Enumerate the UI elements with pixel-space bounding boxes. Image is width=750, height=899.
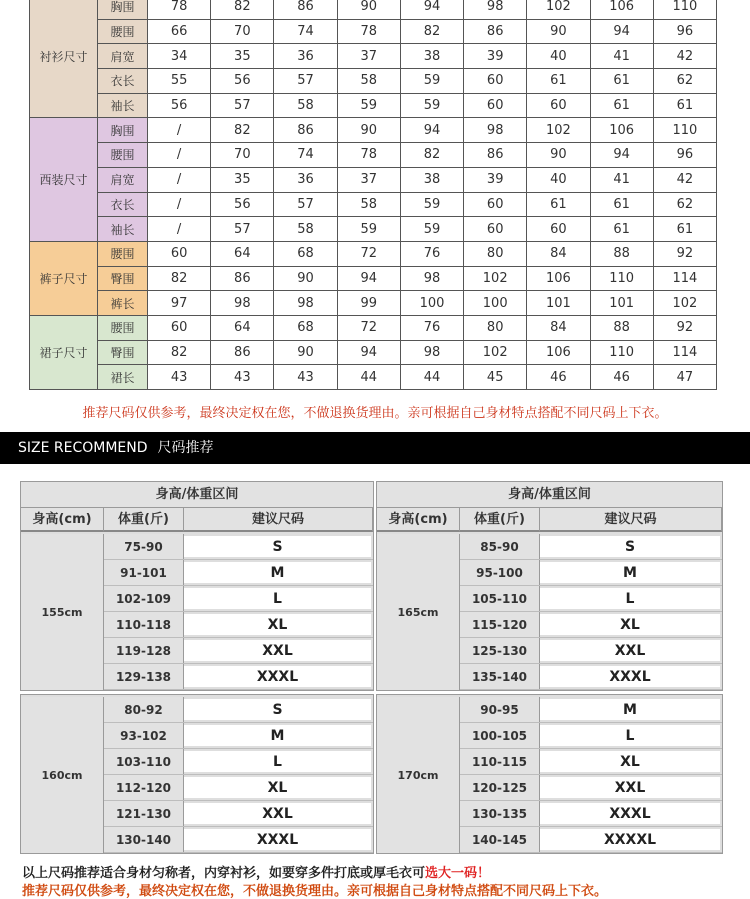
weight-range: 91-101: [104, 560, 184, 585]
size-row: [30, 167, 717, 192]
size-value-cell: 106: [527, 340, 590, 365]
size-value-cell: 80: [464, 241, 527, 266]
height-col-header: 身高(cm): [377, 508, 460, 532]
size-value-cell: 44: [337, 365, 400, 390]
size-value-cell: 61: [527, 192, 590, 217]
recommend-row: [460, 723, 722, 749]
recommended-size: L: [184, 751, 371, 772]
recommend-row: [460, 775, 722, 801]
size-value-cell: 82: [211, 118, 274, 143]
weight-range: 112-120: [104, 775, 184, 800]
height-value: 165cm: [377, 534, 460, 690]
measure-label: 肩宽: [98, 167, 148, 192]
size-value-cell: /: [148, 143, 211, 168]
weight-range: 110-118: [104, 612, 184, 637]
size-value-cell: 35: [211, 167, 274, 192]
size-value-cell: 61: [590, 93, 653, 118]
recommend-row: [460, 560, 722, 586]
size-value-cell: 60: [148, 315, 211, 340]
recommend-row: [460, 612, 722, 638]
size-recommend-table: [20, 481, 374, 691]
height-value: 160cm: [21, 697, 104, 853]
size-value-cell: 57: [211, 217, 274, 242]
recommend-row: [104, 723, 373, 749]
recommended-size: S: [184, 699, 371, 720]
recommended-size: L: [540, 725, 720, 746]
weight-range: 110-115: [460, 749, 540, 774]
measure-label: 腰围: [98, 241, 148, 266]
recommended-size: S: [184, 536, 371, 557]
recommended-size: XXL: [540, 640, 720, 661]
size-row: [30, 0, 717, 19]
size-value-cell: 94: [590, 143, 653, 168]
size-value-cell: 41: [590, 44, 653, 69]
size-value-cell: 102: [464, 266, 527, 291]
size-value-cell: 70: [211, 143, 274, 168]
measure-label: 胸围: [98, 118, 148, 143]
section-title-en: SIZE RECOMMEND: [18, 440, 148, 456]
weight-range: 103-110: [104, 749, 184, 774]
size-value-cell: 101: [527, 291, 590, 316]
size-row: [30, 44, 717, 69]
size-value-cell: 61: [590, 192, 653, 217]
size-value-cell: 90: [274, 340, 337, 365]
size-disclaimer: 推荐尺码仅供参考，最终决定权在您，不做退换货理由。亲可根据自己身材特点搭配不同尺码上下衣。: [82, 406, 668, 421]
weight-range: 75-90: [104, 534, 184, 559]
size-value-cell: 56: [211, 192, 274, 217]
size-value-cell: 42: [653, 44, 716, 69]
recommend-row: [104, 801, 373, 827]
weight-range: 90-95: [460, 697, 540, 722]
recommended-size: XXXL: [540, 803, 720, 824]
size-col-header: 建议尺码: [184, 508, 373, 532]
size-value-cell: 46: [590, 365, 653, 390]
size-value-cell: 101: [590, 291, 653, 316]
size-value-cell: 106: [590, 0, 653, 19]
fit-note-text: 以上尺码推荐适合身材匀称者，内穿衬衫，如要穿多件打底或厚毛衣可: [22, 866, 426, 881]
size-value-cell: 61: [527, 69, 590, 94]
size-value-cell: 34: [148, 44, 211, 69]
size-value-cell: 76: [400, 241, 463, 266]
recommended-size: XXXL: [184, 829, 371, 850]
size-value-cell: 38: [400, 44, 463, 69]
weight-range: 85-90: [460, 534, 540, 559]
size-value-cell: 96: [653, 143, 716, 168]
measure-label: 裤长: [98, 291, 148, 316]
weight-range: 140-145: [460, 827, 540, 852]
recommended-size: S: [540, 536, 720, 557]
size-value-cell: 110: [653, 118, 716, 143]
recommended-size: XL: [184, 614, 371, 635]
size-row: [30, 217, 717, 242]
size-value-cell: 82: [400, 143, 463, 168]
size-value-cell: 102: [527, 0, 590, 19]
measure-label: 胸围: [98, 0, 148, 19]
recommended-size: XXXL: [184, 666, 371, 687]
size-col-header: 建议尺码: [540, 508, 722, 532]
size-recommend-table: [20, 694, 374, 854]
size-value-cell: 68: [274, 315, 337, 340]
size-value-cell: 39: [464, 167, 527, 192]
size-value-cell: 106: [590, 118, 653, 143]
size-value-cell: 106: [527, 266, 590, 291]
size-value-cell: 59: [337, 93, 400, 118]
size-value-cell: 96: [653, 19, 716, 44]
size-value-cell: 57: [274, 192, 337, 217]
height-value: 155cm: [21, 534, 104, 690]
size-value-cell: /: [148, 192, 211, 217]
category-label: 裤子尺寸: [30, 241, 98, 315]
recommended-size: XXL: [540, 777, 720, 798]
weight-range: 121-130: [104, 801, 184, 826]
size-row: [30, 118, 717, 143]
size-value-cell: 90: [274, 266, 337, 291]
size-value-cell: 60: [464, 192, 527, 217]
recommended-size: L: [184, 588, 371, 609]
size-value-cell: 60: [527, 217, 590, 242]
size-value-cell: 88: [590, 315, 653, 340]
category-label: 裙子尺寸: [30, 315, 98, 389]
size-value-cell: 58: [337, 192, 400, 217]
measure-label: 衣长: [98, 192, 148, 217]
size-value-cell: 61: [590, 69, 653, 94]
size-value-cell: 110: [590, 340, 653, 365]
size-row: [30, 19, 717, 44]
size-value-cell: 74: [274, 19, 337, 44]
weight-range: 105-110: [460, 586, 540, 611]
recommend-row: [104, 775, 373, 801]
size-value-cell: 80: [464, 315, 527, 340]
size-value-cell: 97: [148, 291, 211, 316]
size-value-cell: 55: [148, 69, 211, 94]
size-value-cell: 64: [211, 241, 274, 266]
size-value-cell: 98: [274, 291, 337, 316]
size-row: [30, 291, 717, 316]
bottom-disclaimer: 推荐尺码仅供参考，最终决定权在您，不做退换货理由。亲可根据自己身材特点搭配不同尺码上下衣。: [22, 884, 608, 899]
recommended-size: XXXL: [540, 666, 720, 687]
size-value-cell: 43: [274, 365, 337, 390]
weight-range: 102-109: [104, 586, 184, 611]
size-value-cell: 43: [211, 365, 274, 390]
measure-label: 腰围: [98, 19, 148, 44]
size-value-cell: 58: [274, 217, 337, 242]
weight-range: 93-102: [104, 723, 184, 748]
recommended-size: M: [540, 562, 720, 583]
size-value-cell: 86: [274, 118, 337, 143]
size-value-cell: 68: [274, 241, 337, 266]
size-value-cell: 56: [148, 93, 211, 118]
size-row: [30, 241, 717, 266]
size-value-cell: 45: [464, 365, 527, 390]
category-label: 西装尺寸: [30, 118, 98, 241]
size-value-cell: 86: [464, 143, 527, 168]
measure-label: 腰围: [98, 315, 148, 340]
recommended-size: M: [184, 562, 371, 583]
recommend-row: [104, 560, 373, 586]
size-value-cell: 98: [400, 266, 463, 291]
recommended-size: L: [540, 588, 720, 609]
size-value-cell: 82: [211, 0, 274, 19]
size-recommend-table: [376, 481, 723, 691]
size-value-cell: 57: [274, 69, 337, 94]
recommended-size: XXL: [184, 803, 371, 824]
size-value-cell: 47: [653, 365, 716, 390]
size-value-cell: 98: [464, 118, 527, 143]
recommend-row: [460, 697, 722, 723]
size-value-cell: 38: [400, 167, 463, 192]
measure-label: 臀围: [98, 340, 148, 365]
recommended-size: XL: [184, 777, 371, 798]
weight-range: 115-120: [460, 612, 540, 637]
weight-col-header: 体重(斤): [104, 508, 184, 532]
weight-range: 100-105: [460, 723, 540, 748]
size-row: [30, 192, 717, 217]
recommended-size: XL: [540, 614, 720, 635]
height-value: 170cm: [377, 697, 460, 853]
size-value-cell: 39: [464, 44, 527, 69]
size-chart-table: [29, 0, 717, 390]
fit-note: [22, 862, 490, 881]
recommended-size: XXXXL: [540, 829, 720, 850]
size-value-cell: /: [148, 167, 211, 192]
size-value-cell: 41: [590, 167, 653, 192]
recommend-row: [460, 827, 722, 853]
size-value-cell: 114: [653, 340, 716, 365]
measure-label: 袖长: [98, 217, 148, 242]
size-value-cell: 57: [211, 93, 274, 118]
size-value-cell: 78: [337, 19, 400, 44]
recommend-row: [460, 801, 722, 827]
recommend-row: [104, 612, 373, 638]
size-value-cell: 90: [527, 19, 590, 44]
size-value-cell: 62: [653, 192, 716, 217]
size-value-cell: 102: [653, 291, 716, 316]
recommend-row: [104, 749, 373, 775]
weight-range: 130-135: [460, 801, 540, 826]
size-value-cell: 92: [653, 241, 716, 266]
size-value-cell: 60: [464, 69, 527, 94]
recommended-size: M: [184, 725, 371, 746]
size-value-cell: 74: [274, 143, 337, 168]
size-value-cell: 90: [337, 118, 400, 143]
size-row: [30, 69, 717, 94]
size-value-cell: 60: [527, 93, 590, 118]
recommended-size: XL: [540, 751, 720, 772]
recommend-row: [460, 664, 722, 690]
size-value-cell: 40: [527, 44, 590, 69]
size-value-cell: /: [148, 217, 211, 242]
size-value-cell: 60: [148, 241, 211, 266]
size-row: [30, 365, 717, 390]
size-value-cell: 90: [527, 143, 590, 168]
size-value-cell: 36: [274, 44, 337, 69]
size-value-cell: 72: [337, 241, 400, 266]
size-recommend-table: [376, 694, 723, 854]
category-label: 衬衫尺寸: [30, 0, 98, 118]
size-value-cell: 99: [337, 291, 400, 316]
size-value-cell: 84: [527, 241, 590, 266]
recommended-size: M: [540, 699, 720, 720]
size-value-cell: 46: [527, 365, 590, 390]
size-value-cell: 86: [464, 19, 527, 44]
recommend-row: [104, 697, 373, 723]
recommend-row: [460, 586, 722, 612]
weight-range: 120-125: [460, 775, 540, 800]
size-value-cell: 78: [148, 0, 211, 19]
size-value-cell: 70: [211, 19, 274, 44]
size-value-cell: 86: [211, 340, 274, 365]
size-row: [30, 315, 717, 340]
size-value-cell: 102: [464, 340, 527, 365]
size-value-cell: 76: [400, 315, 463, 340]
range-header: 身高/体重区间: [21, 482, 373, 508]
section-title-zh: 尺码推荐: [157, 440, 214, 456]
size-value-cell: 59: [400, 217, 463, 242]
size-value-cell: 92: [653, 315, 716, 340]
size-value-cell: 94: [400, 118, 463, 143]
size-value-cell: 110: [653, 0, 716, 19]
measure-label: 臀围: [98, 266, 148, 291]
weight-range: 125-130: [460, 638, 540, 663]
size-value-cell: 110: [590, 266, 653, 291]
size-value-cell: 82: [400, 19, 463, 44]
size-value-cell: 37: [337, 167, 400, 192]
size-value-cell: 61: [653, 217, 716, 242]
weight-col-header: 体重(斤): [460, 508, 540, 532]
size-value-cell: 43: [148, 365, 211, 390]
size-value-cell: 35: [211, 44, 274, 69]
size-value-cell: 94: [590, 19, 653, 44]
measure-label: 裙长: [98, 365, 148, 390]
size-value-cell: 44: [400, 365, 463, 390]
size-value-cell: 59: [400, 93, 463, 118]
weight-range: 130-140: [104, 827, 184, 852]
range-header: 身高/体重区间: [377, 482, 722, 508]
recommend-row: [104, 638, 373, 664]
size-value-cell: 36: [274, 167, 337, 192]
size-value-cell: 56: [211, 69, 274, 94]
recommend-row: [460, 749, 722, 775]
recommend-row: [460, 638, 722, 664]
recommend-row: [104, 534, 373, 560]
size-value-cell: 59: [400, 192, 463, 217]
size-value-cell: 94: [337, 266, 400, 291]
recommended-size: XXL: [184, 640, 371, 661]
size-value-cell: 102: [527, 118, 590, 143]
size-value-cell: 58: [274, 93, 337, 118]
size-value-cell: 82: [148, 266, 211, 291]
size-value-cell: 84: [527, 315, 590, 340]
size-value-cell: 86: [274, 0, 337, 19]
recommend-row: [104, 827, 373, 853]
size-value-cell: 37: [337, 44, 400, 69]
size-value-cell: 61: [590, 217, 653, 242]
size-row: [30, 340, 717, 365]
size-value-cell: 64: [211, 315, 274, 340]
height-col-header: 身高(cm): [21, 508, 104, 532]
size-value-cell: 82: [148, 340, 211, 365]
weight-range: 95-100: [460, 560, 540, 585]
size-value-cell: 72: [337, 315, 400, 340]
size-value-cell: 62: [653, 69, 716, 94]
measure-label: 腰围: [98, 143, 148, 168]
recommend-row: [104, 664, 373, 690]
recommend-row: [104, 586, 373, 612]
size-value-cell: 88: [590, 241, 653, 266]
size-value-cell: 100: [400, 291, 463, 316]
size-value-cell: 98: [211, 291, 274, 316]
size-value-cell: 60: [464, 93, 527, 118]
size-value-cell: 94: [400, 0, 463, 19]
size-row: [30, 143, 717, 168]
size-value-cell: 78: [337, 143, 400, 168]
weight-range: 129-138: [104, 664, 184, 689]
size-value-cell: 61: [653, 93, 716, 118]
size-value-cell: 98: [464, 0, 527, 19]
size-value-cell: /: [148, 118, 211, 143]
size-value-cell: 59: [337, 217, 400, 242]
size-value-cell: 59: [400, 69, 463, 94]
section-header-bar: [0, 432, 750, 464]
measure-label: 衣长: [98, 69, 148, 94]
size-value-cell: 66: [148, 19, 211, 44]
weight-range: 119-128: [104, 638, 184, 663]
weight-range: 135-140: [460, 664, 540, 689]
size-value-cell: 60: [464, 217, 527, 242]
size-value-cell: 40: [527, 167, 590, 192]
size-row: [30, 266, 717, 291]
size-value-cell: 42: [653, 167, 716, 192]
size-row: [30, 93, 717, 118]
size-value-cell: 114: [653, 266, 716, 291]
size-value-cell: 90: [337, 0, 400, 19]
size-value-cell: 100: [464, 291, 527, 316]
size-value-cell: 86: [211, 266, 274, 291]
size-value-cell: 94: [337, 340, 400, 365]
fit-note-highlight: 选大一码！: [425, 866, 491, 881]
measure-label: 肩宽: [98, 44, 148, 69]
recommend-row: [460, 534, 722, 560]
size-value-cell: 58: [337, 69, 400, 94]
weight-range: 80-92: [104, 697, 184, 722]
measure-label: 袖长: [98, 93, 148, 118]
size-value-cell: 98: [400, 340, 463, 365]
